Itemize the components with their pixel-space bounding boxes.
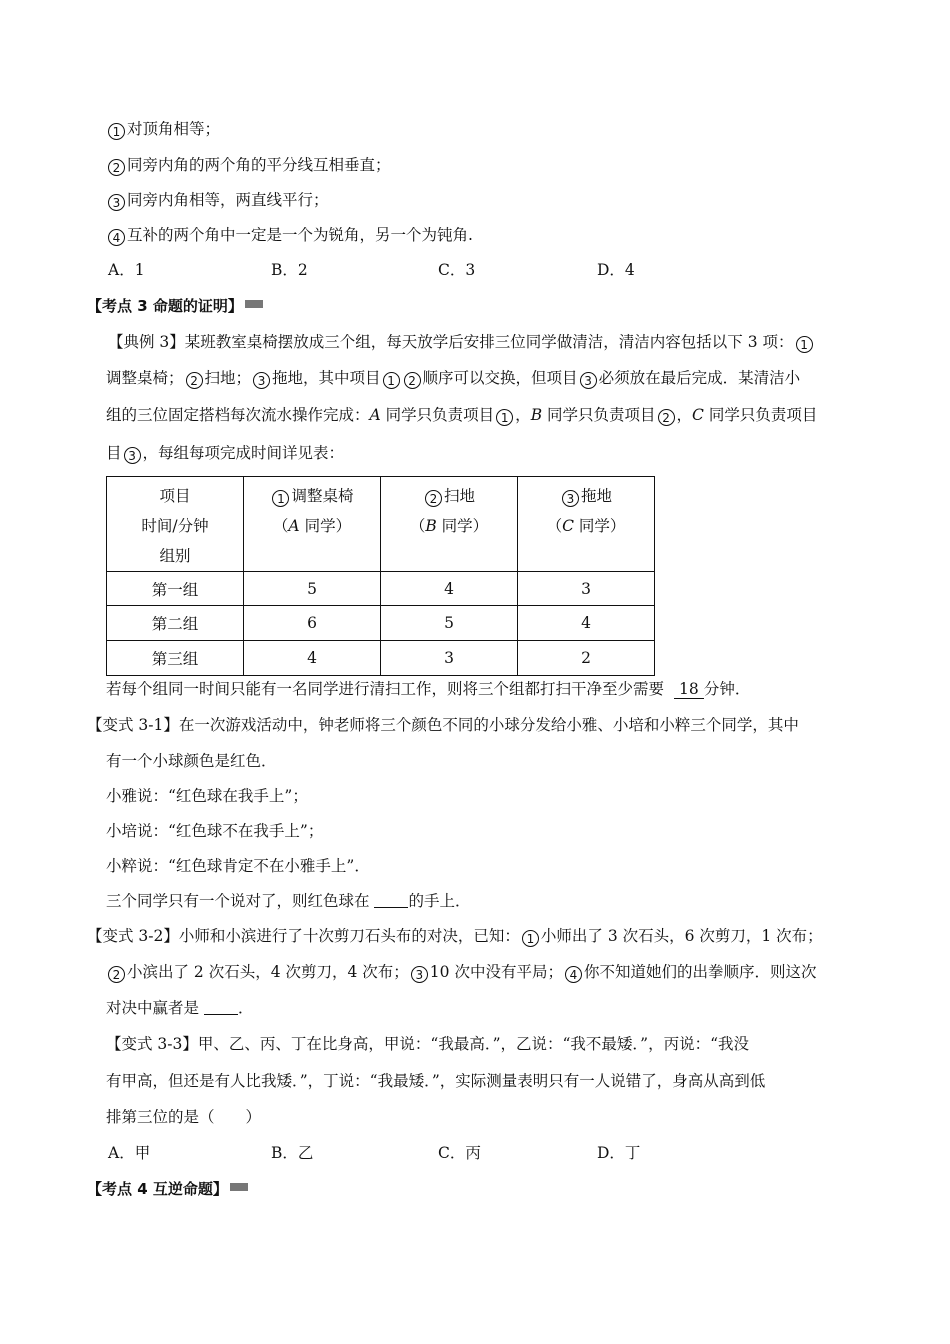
circled-number: 4: [565, 966, 582, 983]
choice-b: B．2: [271, 261, 308, 279]
table-cell: 4: [244, 641, 381, 676]
circled-number: 2: [186, 372, 203, 389]
circled-number: 3: [562, 490, 579, 507]
variant-3-2-line-1: 【变式 3-2】小师和小滨进行了十次剪刀石头布的对决，已知： 1 小师出了 3 次石头，6 次剪刀，1 次布；: [87, 927, 823, 946]
statement-4: 4 互补的两个角中一定是一个为锐角，另一个为钝角.: [106, 225, 473, 246]
answer-value: 18: [674, 681, 704, 699]
header-item-3: 3 拖地 （C 同学）: [518, 477, 655, 572]
table-cell: 4: [518, 606, 655, 641]
variant-3-2-line-2: 2 小滨出了 2 次石头，4 次剪刀，4 次布； 3 10 次中没有平局； 4 你不知道她们的出拳顺序．则这次: [106, 962, 816, 983]
answer-blank: [204, 999, 238, 1015]
topic-3-heading: 【考点 3 命题的证明】: [87, 296, 263, 316]
table-cell: 3: [518, 572, 655, 606]
header-item-1: 1 调整桌椅 （A 同学）: [244, 477, 381, 572]
circled-number: 1: [383, 372, 400, 389]
row-label: 第二组: [107, 606, 244, 641]
choice-c: C．丙: [438, 1144, 481, 1162]
variant-3-1-line-3: 小雅说：“红色球在我手上”；: [106, 787, 308, 805]
circled-number: 3: [580, 372, 597, 389]
table-cell: 3: [381, 641, 518, 676]
circled-number: 4: [108, 229, 125, 246]
choice-b: B．乙: [271, 1144, 314, 1162]
table-cell: 2: [518, 641, 655, 676]
variant-3-3-line-2: 有甲高，但还是有人比我矮．”，丁说：“我最矮．”，实际测量表明只有一人说错了，身高从高到低: [106, 1072, 766, 1090]
circled-number: 3: [124, 447, 141, 464]
table-cell: 6: [244, 606, 381, 641]
time-table: [106, 476, 655, 676]
example-3-line-2: 调整桌椅； 2 扫地； 3 拖地，其中项目 1 2 顺序可以交换，但项目 3 必须放在最后完成．某清洁小: [106, 369, 801, 388]
table-row: [107, 572, 655, 606]
topic-4-heading: 【考点 4 互逆命题】: [87, 1179, 248, 1199]
example-3-line-3: 组的三位固定搭档每次流水操作完成：A 同学只负责项目 1 ，B 同学只负责项目 2 ，C 同学只负责项目: [106, 406, 818, 425]
header-corner: 项目 时间/分钟 组别: [107, 477, 244, 572]
statement-3: 3 同旁内角相等，两直线平行；: [106, 190, 329, 211]
header-item-2: 2 扫地 （B 同学）: [381, 477, 518, 572]
circled-number: 1: [108, 123, 125, 140]
circled-number: 1: [522, 930, 539, 947]
variant-3-3-line-1: 【变式 3-3】甲、乙、丙、丁在比身高，甲说：“我最高．”，乙说：“我不最矮．”，丙说：“我没: [106, 1035, 750, 1053]
table-cell: 5: [381, 606, 518, 641]
heading-bar: [245, 300, 263, 308]
choice-a: A．1: [108, 261, 145, 279]
variant-3-1-line-4: 小培说：“红色球不在我手上”；: [106, 822, 324, 840]
row-label: 第一组: [107, 572, 244, 606]
variant-3-1-line-5: 小粹说：“红色球肯定不在小雅手上”．: [106, 857, 370, 875]
row-label: 第三组: [107, 641, 244, 676]
circled-number: 3: [411, 966, 428, 983]
choice-d: D．4: [597, 261, 635, 279]
variant-3-2-line-3: 对决中赢者是 ．: [106, 999, 254, 1017]
example-3-answer: 若每个组同一时间只能有一名同学进行清扫工作，则将三个组都打扫干净至少需要 18 分钟．: [106, 680, 751, 698]
circled-number: 1: [272, 490, 289, 507]
table-row: [107, 606, 655, 641]
statement-1: 1 对顶角相等；: [106, 119, 220, 140]
answer-blank: [374, 892, 408, 908]
choice-a: A．甲: [108, 1144, 151, 1162]
variant-3-1-line-6: 三个同学只有一个说对了，则红色球在 的手上．: [106, 892, 471, 910]
variant-3-1-line-1: 【变式 3-1】在一次游戏活动中，钟老师将三个颜色不同的小球分发给小雅、小培和小粹三个同学，其中: [87, 716, 799, 734]
table-header-row: [107, 477, 655, 572]
table-cell: 5: [244, 572, 381, 606]
variant-3-3-line-3: 排第三位的是（ ）: [106, 1108, 262, 1126]
circled-number: 2: [404, 372, 421, 389]
circled-number: 2: [658, 409, 675, 426]
circled-number: 1: [496, 409, 513, 426]
circled-number: 1: [796, 336, 813, 353]
choice-c: C．3: [438, 261, 476, 279]
example-3-line-4: 目 3 ，每组每项完成时间详见表：: [106, 444, 345, 463]
variant-3-1-line-2: 有一个小球颜色是红色．: [106, 752, 277, 770]
circled-number: 3: [108, 194, 125, 211]
circled-number: 2: [108, 966, 125, 983]
choice-d: D．丁: [597, 1144, 641, 1162]
table-cell: 4: [381, 572, 518, 606]
circled-number: 2: [108, 159, 125, 176]
circled-number: 2: [425, 490, 442, 507]
circled-number: 3: [253, 372, 270, 389]
heading-bar: [230, 1183, 248, 1191]
table-row: [107, 641, 655, 676]
example-3-line-1: 【典例 3】某班教室桌椅摆放成三个组，每天放学后安排三位同学做清洁，清洁内容包括以下 3 项： 1: [108, 332, 815, 353]
statement-2: 2 同旁内角的两个角的平分线互相垂直；: [106, 155, 391, 176]
